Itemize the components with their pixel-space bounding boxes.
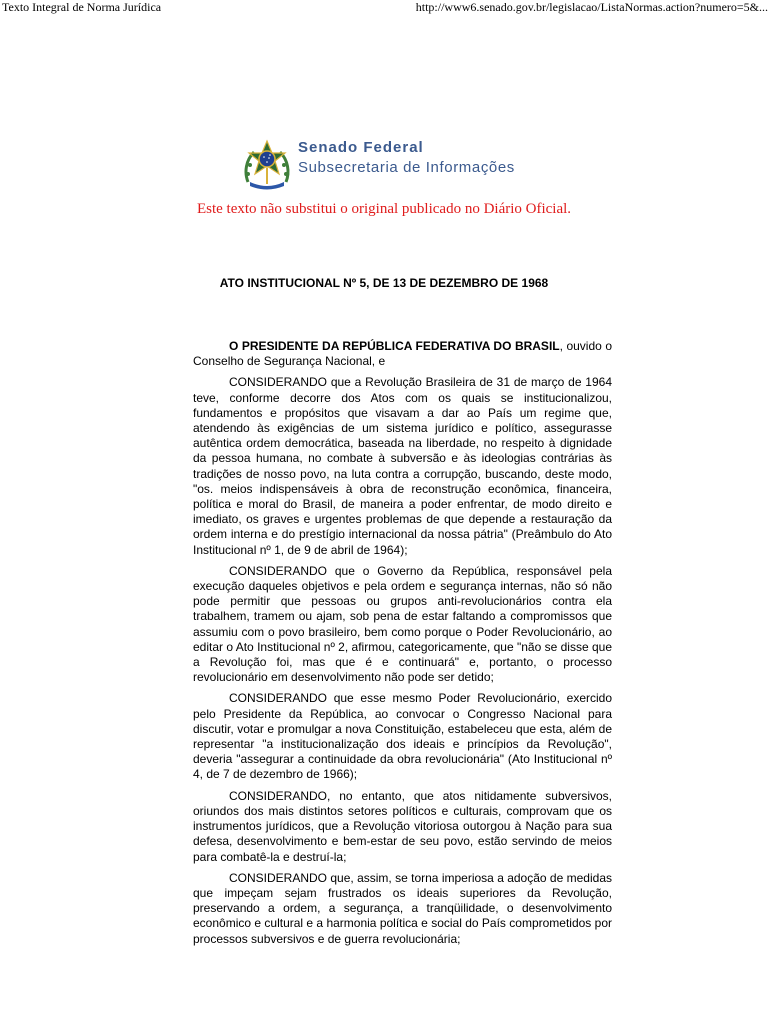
- brand-name: Senado Federal: [298, 139, 424, 156]
- considerando-paragraph: CONSIDERANDO que, assim, se torna imperiosa a adoção de medidas que impeçam sejam frustrados os ideais superiores da Revolução, preservando a ordem, a segurança, a tranqüilidade, o desenvolvimento econômico e cultural e a harmonia política e social do País comprometidos por processos subversivos e de guerra revolucionária;: [193, 870, 612, 946]
- preamble-text: , ouvido o Conselho de Segurança Nacional, e: [193, 339, 612, 369]
- considerando-paragraph: CONSIDERANDO que o Governo da República, responsável pela execução daqueles objetivos e pela ordem e segurança internas, não só não pode permitir que pessoas ou grupos anti-revolucionários contra ela trabalhem, tramem ou ajam, sob pena de estar faltando a compromissos que assumiu com o povo brasileiro, bem como porque o Poder Revolucionário, ao editar o Ato Institucional nº 2, afirmou, categoricamente, que "não se disse que a Revolução foi, mas que é e continuará" e, portanto, o processo revolucionário em desenvolvimento não pode ser detido;: [193, 563, 612, 685]
- president-heading: O PRESIDENTE DA REPÚBLICA FEDERATIVA DO BRASIL: [229, 339, 560, 353]
- act-title: ATO INSTITUCIONAL Nº 5, DE 13 DE DEZEMBRO DE 1968: [219, 276, 549, 290]
- brazil-coat-of-arms-icon: [242, 138, 292, 192]
- page-url: http://www6.senado.gov.br/legislacao/ListaNormas.action?numero=5&...: [415, 0, 768, 14]
- considerando-paragraph: CONSIDERANDO, no entanto, que atos nitidamente subversivos, oriundos dos mais distintos setores políticos e culturais, comprovam que os instrumentos jurídicos, que a Revolução vitoriosa outorgou à Nação para sua defesa, desenvolvimento e bem-estar de seu povo, estão servindo de meios para combatê-la e destruí-la;: [193, 788, 612, 864]
- senado-brand: [242, 134, 562, 194]
- act-body: [193, 339, 612, 953]
- page-title: Texto Integral de Norma Jurídica: [2, 0, 162, 14]
- official-notice: Este texto não substitui o original publicado no Diário Oficial.: [196, 201, 572, 217]
- brand-subtitle: Subsecretaria de Informações: [298, 159, 515, 176]
- considerando-paragraph: CONSIDERANDO que esse mesmo Poder Revolucionário, exercido pelo Presidente da República, ao convocar o Congresso Nacional para discutir, votar e promulgar a nova Constituição, estabeleceu que esta, além de representar "a institucionalização dos ideais e princípios da Revolução", deveria "assegurar a continuidade da obra revolucionária" (Ato Institucional nº 4, de 7 de dezembro de 1966);: [193, 691, 612, 782]
- print-header: [0, 0, 768, 16]
- preamble-paragraph: [193, 339, 612, 369]
- considerando-paragraph: CONSIDERANDO que a Revolução Brasileira de 31 de março de 1964 teve, conforme decorre dos Atos com os quais se institucionalizou, fundamentos e propósitos que visavam a dar ao País um regime que, atendendo às exigências de um sistema jurídico e político, assegurasse autêntica ordem democrática, baseada na liberdade, no respeito à dignidade da pessoa humana, no combate à subversão e às ideologias contrárias às tradições de nosso povo, na luta contra a corrupção, buscando, deste modo, "os. meios indispensáveis à obra de reconstrução econômica, financeira, política e moral do Brasil, de maneira a poder enfrentar, de modo direito e imediato, os graves e urgentes problemas de que depende a restauração da ordem interna e do prestígio internacional da nossa pátria" (Preâmbulo do Ato Institucional nº 1, de 9 de abril de 1964);: [193, 375, 612, 557]
